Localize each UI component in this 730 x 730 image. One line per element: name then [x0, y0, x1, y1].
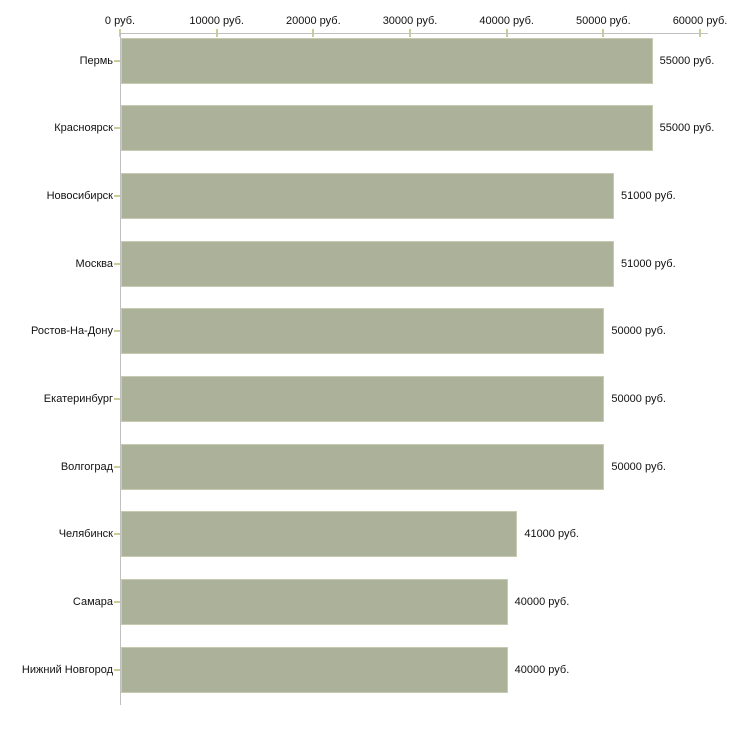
- value-label: 50000 руб.: [611, 460, 666, 473]
- y-axis-tick-mark: [114, 466, 120, 468]
- bar: [121, 444, 604, 490]
- y-axis-tick-mark: [114, 669, 120, 671]
- category-label: Челябинск: [58, 528, 113, 541]
- value-label: 51000 руб.: [621, 257, 676, 270]
- value-label: 40000 руб.: [514, 596, 570, 609]
- x-axis-tick-label: 20000 руб.: [286, 15, 341, 27]
- x-axis-line: [120, 33, 708, 34]
- bar: [121, 105, 653, 151]
- category-label: Пермь: [79, 54, 113, 67]
- category-label: Новосибирск: [46, 189, 113, 202]
- bar: [121, 579, 508, 625]
- bar: [121, 647, 508, 693]
- value-label: 40000 руб.: [514, 663, 570, 676]
- bar: [121, 376, 604, 422]
- x-axis-tick-label: 50000 руб.: [576, 15, 631, 27]
- category-label: Москва: [75, 257, 113, 270]
- value-label: 55000 руб.: [659, 54, 715, 67]
- y-axis-tick-mark: [114, 127, 120, 129]
- y-axis-tick-mark: [114, 398, 120, 400]
- y-axis-tick-mark: [114, 601, 120, 603]
- x-axis-tick-label: 0 руб.: [104, 15, 136, 27]
- category-label: Красноярск: [54, 122, 113, 135]
- value-label: 51000 руб.: [621, 189, 676, 202]
- y-axis-tick-mark: [114, 533, 120, 535]
- value-label: 50000 руб.: [611, 393, 666, 405]
- bar: [121, 173, 614, 219]
- category-label: Нижний Новгород: [21, 663, 113, 676]
- category-label: Самара: [72, 596, 113, 609]
- y-axis-tick-mark: [114, 60, 120, 62]
- category-label: Ростов-На-Дону: [30, 325, 113, 338]
- category-label: Волгоград: [60, 460, 113, 473]
- bar: [121, 241, 614, 287]
- x-axis-tick-label: 10000 руб.: [189, 15, 244, 27]
- y-axis-tick-mark: [114, 263, 120, 265]
- value-label: 50000 руб.: [611, 325, 666, 338]
- bar: [121, 308, 604, 354]
- x-axis-tick-label: 60000 руб.: [672, 15, 728, 27]
- category-label: Екатеринбург: [43, 393, 113, 405]
- value-label: 55000 руб.: [659, 122, 715, 135]
- bar: [121, 511, 517, 557]
- x-axis-tick-label: 30000 руб.: [382, 15, 438, 27]
- y-axis-tick-mark: [114, 195, 120, 197]
- bar: [121, 38, 653, 84]
- x-axis-tick-label: 40000 руб.: [479, 15, 534, 27]
- y-axis-tick-mark: [114, 330, 120, 332]
- value-label: 41000 руб.: [524, 528, 579, 541]
